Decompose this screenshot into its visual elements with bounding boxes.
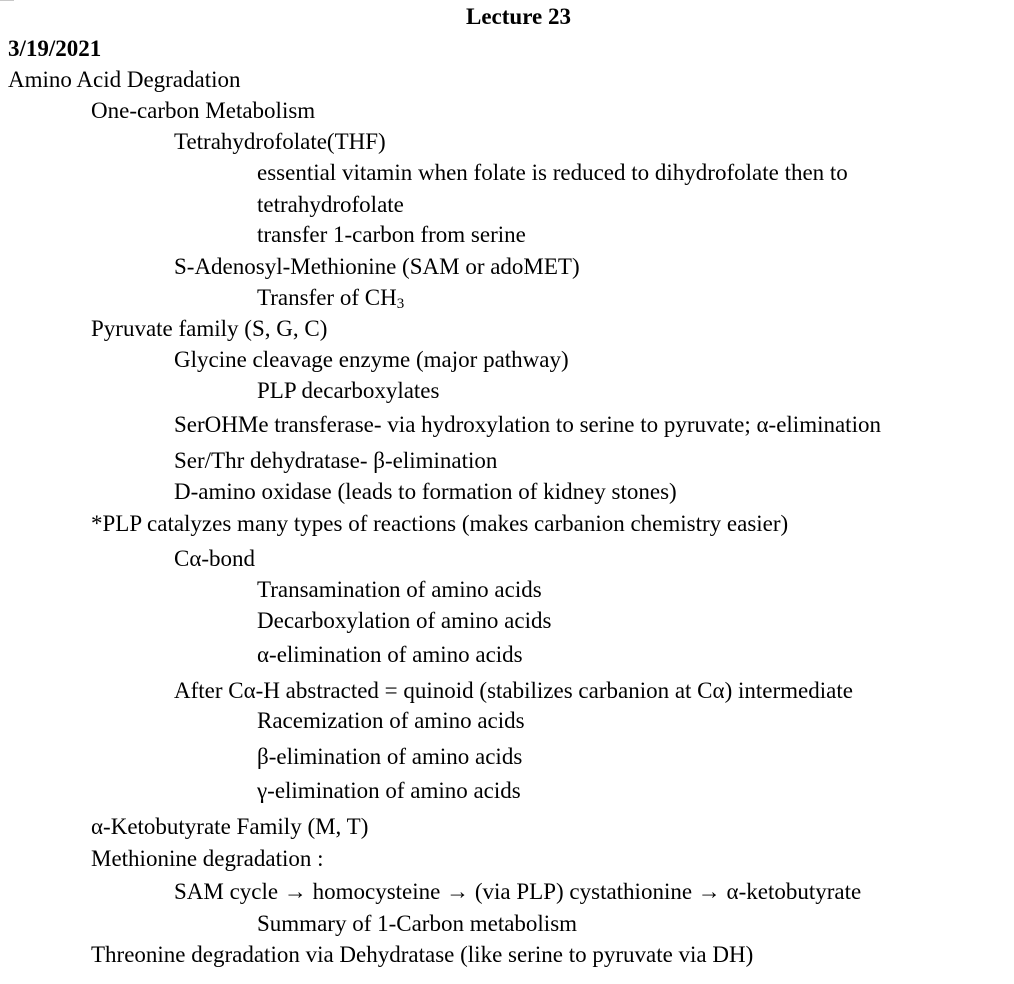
heading-amino-acid-degradation: Amino Acid Degradation — [8, 67, 241, 92]
note-transfer-1-carbon: transfer 1-carbon from serine — [257, 222, 526, 247]
note-decarboxylation: Decarboxylation of amino acids — [257, 608, 552, 633]
item-ser-thr-dehydratase: Ser/Thr dehydratase- β-elimination — [174, 448, 498, 473]
heading-ketobutyrate-family: α-Ketobutyrate Family (M, T) — [91, 814, 369, 839]
corner-mark — [0, 0, 14, 1]
subscript-3: 3 — [396, 296, 405, 312]
item-sam-cycle: SAM cycle → homocysteine → (via PLP) cystathionine → α-ketobutyrate — [174, 879, 862, 904]
item-serohme-transferase: SerOHMe transferase- via hydroxylation to serine to pyruvate; α-elimination — [174, 412, 881, 437]
heading-pyruvate-family: Pyruvate family (S, G, C) — [91, 316, 328, 341]
item-d-amino-oxidase: D-amino oxidase (leads to formation of kidney stones) — [174, 479, 677, 504]
item-ca-bond: Cα-bond — [174, 546, 256, 571]
heading-one-carbon-metabolism: One-carbon Metabolism — [91, 98, 316, 123]
heading-plp-catalyzes: *PLP catalyzes many types of reactions (makes carbanion chemistry easier) — [91, 511, 789, 536]
heading-threonine-degradation: Threonine degradation via Dehydratase (like serine to pyruvate via DH) — [91, 942, 754, 967]
page-title: Lecture 23 — [466, 4, 571, 29]
item-tetrahydrofolate: Tetrahydrofolate(THF) — [174, 129, 386, 154]
note-tetrahydrofolate: tetrahydrofolate — [257, 192, 404, 217]
note-gamma-elimination: γ-elimination of amino acids — [257, 778, 521, 803]
item-after-ca-h: After Cα-H abstracted = quinoid (stabilizes carbanion at Cα) intermediate — [174, 678, 853, 703]
item-glycine-cleavage: Glycine cleavage enzyme (major pathway) — [174, 347, 569, 372]
note-racemization: Racemization of amino acids — [257, 708, 525, 733]
note-alpha-elimination: α-elimination of amino acids — [257, 642, 523, 667]
item-sam: S-Adenosyl-Methionine (SAM or adoMET) — [174, 254, 580, 279]
note-transfer-ch3 — [257, 285, 404, 311]
date-heading: 3/19/2021 — [8, 36, 102, 61]
note-essential-vitamin: essential vitamin when folate is reduced to dihydrofolate then to — [257, 160, 848, 185]
note-plp-decarboxylates: PLP decarboxylates — [257, 378, 440, 403]
note-summary-1-carbon: Summary of 1-Carbon metabolism — [257, 911, 578, 936]
heading-methionine-degradation: Methionine degradation : — [91, 846, 324, 871]
transfer-ch3-text: Transfer of CH — [257, 285, 397, 310]
note-beta-elimination: β-elimination of amino acids — [257, 744, 523, 769]
note-transamination: Transamination of amino acids — [257, 577, 542, 602]
